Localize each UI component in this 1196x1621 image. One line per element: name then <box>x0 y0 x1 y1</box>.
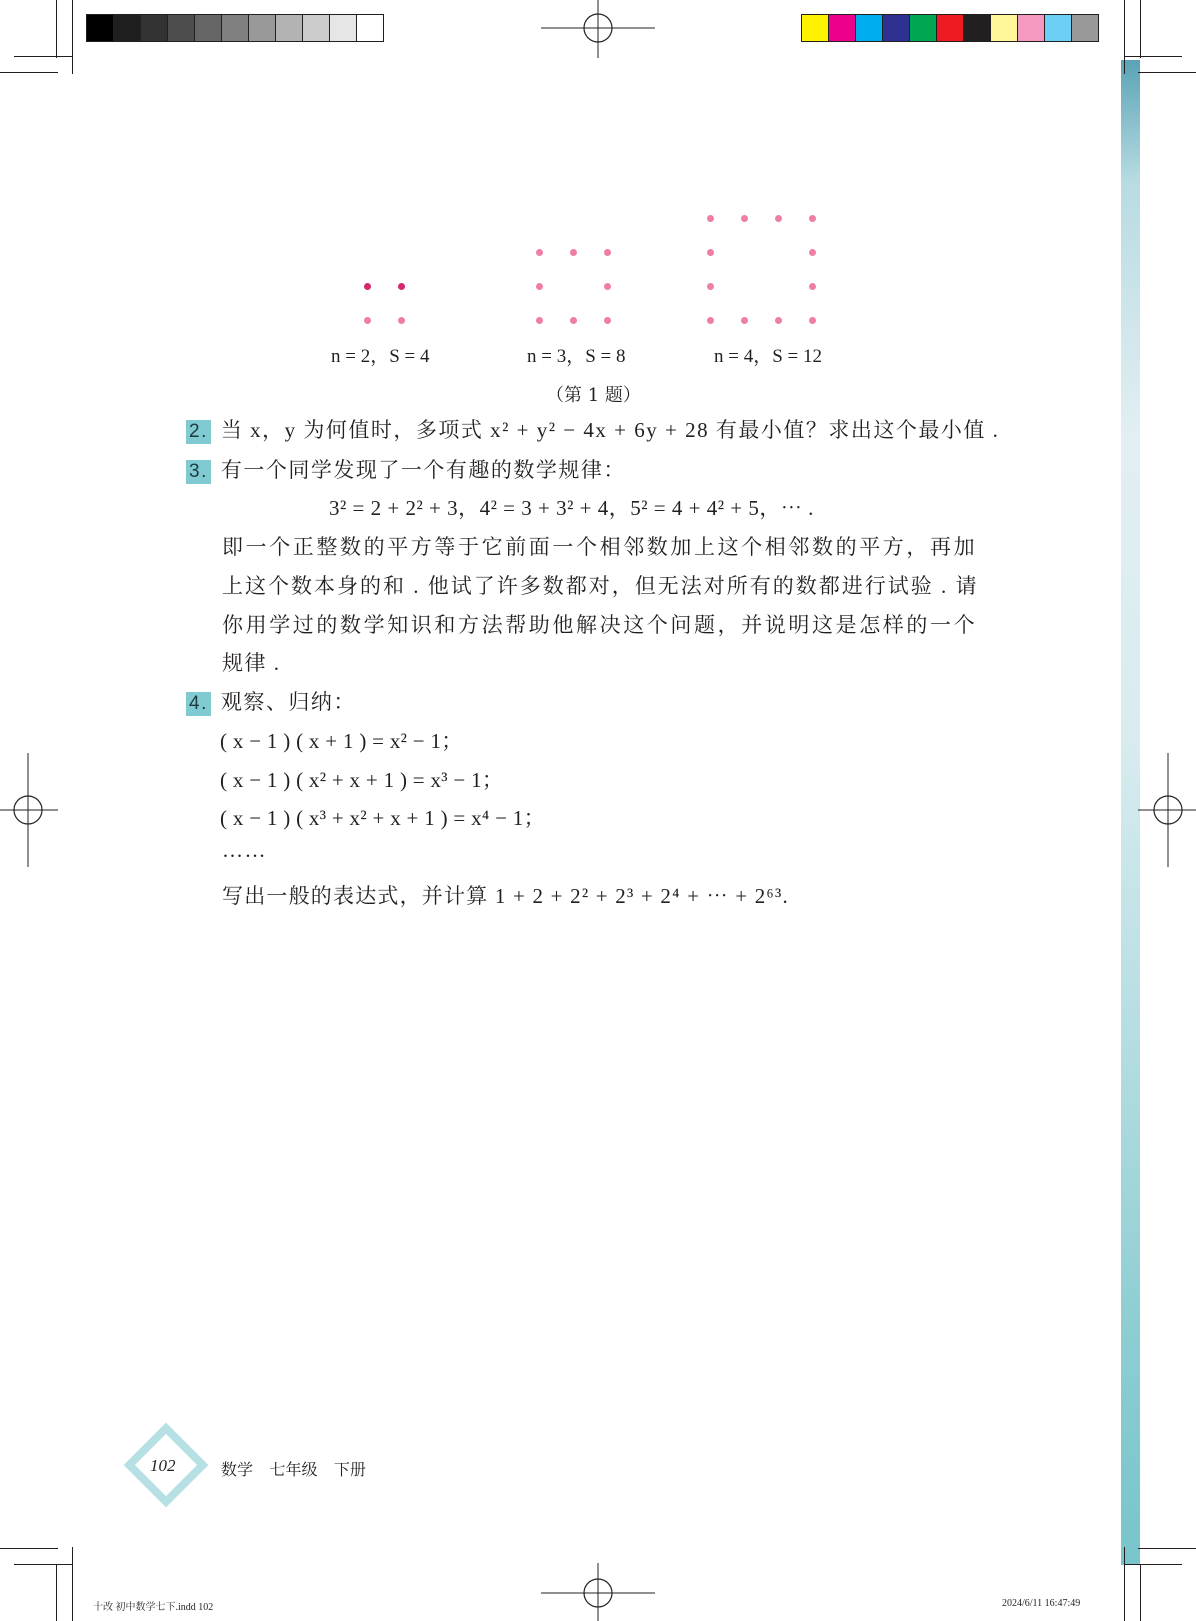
problem-4 <box>186 686 356 716</box>
problem-3-line-1: 即一个正整数的平方等于它前面一个相邻数加上这个相邻数的平方，再加 <box>222 535 978 559</box>
problem-4-equation-3: ( x − 1 ) ( x³ + x² + x + 1 ) = x⁴ − 1； <box>220 806 545 830</box>
problem-3-line-3: 你用学过的数学知识和方法帮助他解决这个问题，并说明这是怎样的一个 <box>222 613 978 637</box>
figure-label-n4: n = 4，S = 12 <box>714 346 822 367</box>
problem-2 <box>186 414 999 444</box>
problem-number-badge: 2. <box>186 420 211 444</box>
problem-4-intro: 观察、归纳： <box>220 690 356 714</box>
registration-mark-left <box>0 753 58 867</box>
registration-mark-right <box>1138 753 1196 867</box>
problem-2-text: 当 x，y 为何值时，多项式 x² + y² − 4x + 6y + 28 有最小值？求出这个最小值 . <box>220 418 1000 442</box>
figure-label-n2: n = 2，S = 4 <box>331 346 430 367</box>
registration-mark-bottom <box>541 1563 655 1621</box>
problem-3 <box>186 454 626 484</box>
problem-number-badge: 3. <box>186 460 211 484</box>
registration-mark-top <box>541 0 655 58</box>
problem-3-intro: 有一个同学发现了一个有趣的数学规律： <box>220 458 626 482</box>
figure-caption: （第 1 题） <box>546 385 641 406</box>
problem-3-formula: 3² = 2 + 2² + 3，4² = 3 + 3² + 4，5² = 4 + 4² + 5，⋯ . <box>329 496 814 520</box>
slug-file-name: 十改 初中数学七下.indd 102 <box>93 1602 214 1613</box>
problem-number-badge: 4. <box>186 692 211 716</box>
figure-label-n3: n = 3，S = 8 <box>527 346 626 367</box>
problem-4-task: 写出一般的表达式，并计算 1 + 2 + 2² + 2³ + 2⁴ + ⋯ + 2⁶³. <box>222 884 789 908</box>
problem-4-ellipsis: …… <box>222 838 267 862</box>
page-number: 102 <box>150 1456 176 1475</box>
problem-3-line-4: 规律 . <box>222 651 281 675</box>
problem-3-line-2: 上这个数本身的和 . 他试了许多数都对，但无法对所有的数都进行试验 . 请 <box>222 574 979 598</box>
problem-4-equation-2: ( x − 1 ) ( x² + x + 1 ) = x³ − 1； <box>220 768 504 792</box>
book-title: 数学 七年级 下册 <box>221 1462 366 1479</box>
problem-4-equation-1: ( x − 1 ) ( x + 1 ) = x² − 1； <box>220 729 463 753</box>
slug-timestamp: 2024/6/11 16:47:49 <box>1002 1598 1081 1609</box>
